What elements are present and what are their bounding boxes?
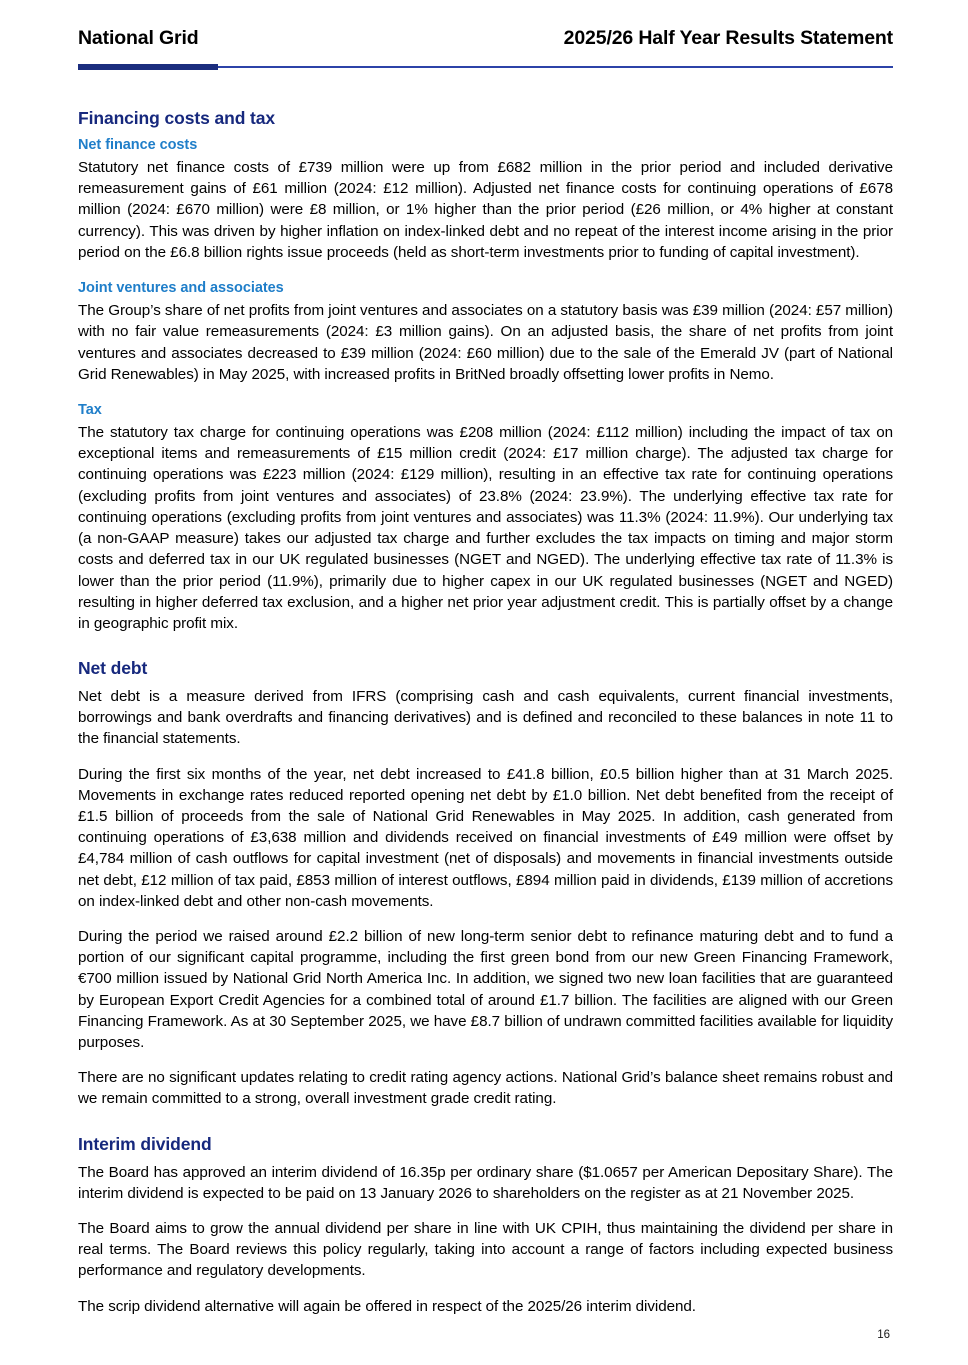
subheading-joint-ventures-and-associates: Joint ventures and associates [78, 280, 284, 297]
paragraph-net-debt-3: During the period we raised around £2.2 billion of new long-term senior debt to refinance maturing debt and to fund a portion of our significant capital programme, including the first green bond from our new Green Financing Framework, €700 million issued by National Grid North America Inc. In addition, we signed two new loan facilities that are guaranteed by European Export Credit Agencies for a combined total of around £1.7 billion. The facilities are aligned with our Green Financing Framework. As at 30 September 2025, we have £8.7 billion of undrawn committed facilities available for liquidity purposes. [78, 928, 893, 1052]
heading-interim-dividend: Interim dividend [78, 1133, 212, 1154]
subheading-net-finance-costs: Net finance costs [78, 136, 198, 153]
page-header [78, 28, 893, 68]
paragraph-net-finance-costs-1: Statutory net finance costs of £739 million were up from £682 million in the prior period and included derivative remeasurement gains of £61 million (2024: £12 million). Adjusted net finance costs for continuing operations of £678 million (2024: £670 million) were £8 million, or 1% higher than the prior period (£26 million, or 4% higher at constant currency). This was driven by higher inflation on index-linked debt and no repeat of the interest income arising in the prior period on the £6.8 billion rights issue proceeds (held as short-term investments prior to funding of capital investment). [78, 159, 893, 261]
company-name: National Grid [78, 27, 199, 49]
section-interim-dividend [78, 1134, 893, 1317]
heading-net-debt: Net debt [78, 658, 148, 679]
paragraph-net-debt-4: There are no significant updates relating to credit rating agency actions. National Grid’s balance sheet remains robust and we remain committed to a strong, overall investment grade credit rating. [78, 1069, 893, 1108]
header-rule-thick [78, 64, 218, 70]
page-number: 16 [877, 1329, 890, 1341]
paragraph-tax-1: The statutory tax charge for continuing operations was £208 million (2024: £112 million) including the impact of tax on exceptional items and remeasurements of £15 million credit (2024: £17 million charge). The adjusted tax charge for continuing operations was £223 million (2024: £129 million), resulting in an effective tax rate for continuing operations (excluding profits from joint ventures and associates) of 23.8% (2024: 23.9%). The underlying effective tax rate for continuing operations (excluding profits from joint ventures and associates) was 11.3% (2024: 11.9%). Our underlying tax (a non-GAAP measure) takes our adjusted tax charge and further excludes the tax impacts on timing and major storm costs and deferred tax in our UK regulated businesses (NGET and NGED). The underlying effective tax rate of 11.3% is lower than the prior period (11.9%), primarily due to higher capex in our UK regulated businesses (NGET and NGED) resulting in higher deferred tax exclusion, and a higher net prior year adjustment credit. This is partially offset by a change in geographic profit mix. [78, 424, 893, 632]
paragraph-net-debt-2: During the first six months of the year, net debt increased to £41.8 billion, £0.5 billion higher than at 31 March 2025. Movements in exchange rates reduced reported opening net debt by £1.0 billion. Net debt benefited from the receipt of £1.5 billion of proceeds from the sale of National Grid Renewables in May 2025. In addition, cash generated from continuing operations of £3,638 million and dividends received on financial investments of £49 million were offset by £4,784 million of cash outflows for capital investment (net of disposals) and movements in financial investments outside net debt, £12 million of tax paid, £853 million of interest outflows, £894 million paid in dividends, £139 million of accretions on index-linked debt and other non-cash movements. [78, 765, 893, 910]
subheading-tax: Tax [78, 401, 102, 418]
header-divider-rule [78, 64, 893, 70]
paragraph-interim-dividend-1: The Board has approved an interim dividend of 16.35p per ordinary share ($1.0657 per American Depositary Share). The interim dividend is expected to be paid on 13 January 2026 to shareholders on the register as at 21 November 2025. [78, 1163, 893, 1202]
section-financing-costs-and-tax [78, 108, 893, 634]
paragraph-joint-ventures-1: The Group’s share of net profits from joint ventures and associates on a statutory basis was £39 million (2024: £57 million) with no fair value remeasurements (2024: £3 million gains). On an adjusted basis, the share of net profits from joint ventures and associates decreased to £39 million (2024: £60 million) due to the sale of the Emerald JV (part of National Grid Renewables) in May 2025, with increased profits in BritNed broadly offsetting lower profits in Nemo. [78, 302, 893, 383]
page-content [78, 108, 893, 1317]
document-title: 2025/26 Half Year Results Statement [563, 27, 893, 49]
paragraph-interim-dividend-3: The scrip dividend alternative will again be offered in respect of the 2025/26 interim dividend. [78, 1297, 696, 1315]
paragraph-interim-dividend-2: The Board aims to grow the annual dividend per share in line with UK CPIH, thus maintaining the dividend per share in real terms. The Board reviews this policy regularly, taking into account a range of factors including expected business performance and regulatory developments. [78, 1219, 893, 1280]
paragraph-net-debt-1: Net debt is a measure derived from IFRS (comprising cash and cash equivalents, current financial investments, borrowings and bank overdrafts and financing derivatives) and is defined and reconciled to these balances in note 11 to the financial statements. [78, 687, 893, 748]
section-net-debt [78, 658, 893, 1110]
heading-financing-costs-and-tax: Financing costs and tax [78, 108, 276, 128]
